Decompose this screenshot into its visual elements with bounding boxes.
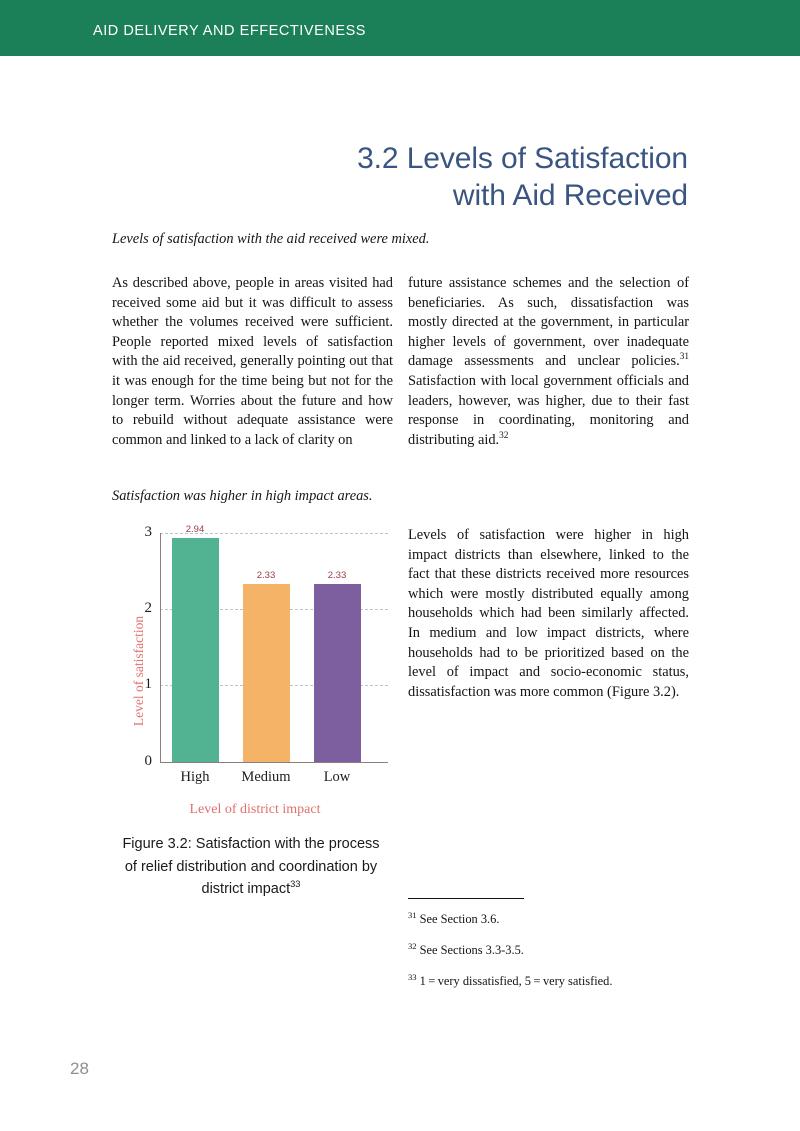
body-text-segment: future assistance schemes and the selection of beneficiaries. As such, dissatisfaction was mostly directed at the government, in particular higher levels of government, over inadequate damage assessments and unclear policies.: [408, 275, 689, 370]
y-tick-label-1: 1: [144, 676, 152, 692]
body-paragraph-left-column: As described above, people in areas visited had received some aid but it was difficult to assess whether the volumes received were sufficient. People reported mixed levels of satisfaction with the aid received, generally pointing out that it was enough for the time being but not for the longer term. Worries about the future and how to rebuild without adequate assistance were common and linked to a lack of clarity on: [112, 275, 393, 448]
body-paragraph-beside-figure: Levels of satisfaction were higher in high impact districts than elsewhere, linked to the fact that these districts received more resources which were mostly distributed equally among households which had been similarly affected. In medium and low impact districts, where households had to be prioritized based on the level of impact and socio-economic status, dissatisfaction was more common (Figure 3.2).: [408, 527, 689, 700]
category-label-high: High: [180, 769, 210, 785]
x-axis-line: [160, 762, 388, 763]
figure-3-2: [100, 515, 400, 905]
category-label-low: Low: [323, 769, 351, 785]
footnote-31: [408, 911, 689, 928]
bar-high[interactable]: [172, 538, 219, 762]
footnote-33: [408, 973, 689, 990]
page-title-line-1: 3.2 Levels of Satisfaction: [357, 142, 688, 176]
y-axis-line: [160, 533, 161, 762]
page-title: [290, 140, 688, 214]
lead-statement-second: Satisfaction was higher in high impact areas.: [112, 488, 373, 504]
x-axis-title: Level of district impact: [189, 802, 321, 817]
y-tick-label-2: 2: [144, 600, 152, 616]
footnote-text-33: 1 = very dissatisfied, 5 = very satisfied.: [419, 974, 613, 988]
bar-medium[interactable]: [243, 584, 290, 762]
footnotes-block: [408, 898, 689, 1004]
figure-caption: [116, 833, 386, 901]
page-number: 28: [70, 1059, 89, 1078]
footnote-ref-32[interactable]: 32: [499, 430, 509, 441]
footnote-ref-31[interactable]: 31: [679, 352, 689, 363]
footnote-text-31: See Section 3.6.: [419, 912, 500, 926]
bar-low[interactable]: [314, 584, 361, 762]
figure-caption-line-2: process of relief distribution and: [124, 836, 380, 875]
footnote-marker-33: 33: [408, 971, 417, 982]
footnote-32: [408, 942, 689, 959]
bar-chart: [100, 515, 400, 825]
footnote-separator-rule: [408, 898, 524, 899]
body-paragraph-right-column: [408, 274, 689, 450]
page-title-line-2: with Aid Received: [452, 179, 688, 213]
running-header-band: [0, 0, 800, 56]
bar-value-low: 2.33: [327, 570, 347, 581]
footnote-marker-32: 32: [408, 940, 417, 951]
bar-value-high: 2.94: [185, 524, 205, 535]
bar-value-medium: 2.33: [256, 570, 276, 581]
y-axis-title: Level of satisfaction: [131, 615, 146, 727]
footnote-ref-33[interactable]: 33: [290, 879, 301, 890]
y-tick-label-3: 3: [144, 524, 152, 540]
lead-statement-first: Levels of satisfaction with the aid received were mixed.: [112, 231, 430, 247]
footnote-text-32: See Sections 3.3-3.5.: [419, 943, 524, 957]
footnote-marker-31: 31: [408, 909, 417, 920]
category-label-medium: Medium: [241, 769, 291, 785]
figure-caption-line-1: Figure 3.2: Satisfaction with the: [122, 836, 325, 852]
body-text-segment: Satisfaction with local government officials and leaders, however, was higher, due to their fast response in coordinating, monitoring and distributing aid.: [408, 372, 689, 448]
figure-caption-line-3: coordination by district impact: [201, 858, 378, 897]
running-header-title: AID DELIVERY AND EFFECTIVENESS: [93, 23, 367, 39]
y-tick-label-0: 0: [144, 753, 152, 769]
